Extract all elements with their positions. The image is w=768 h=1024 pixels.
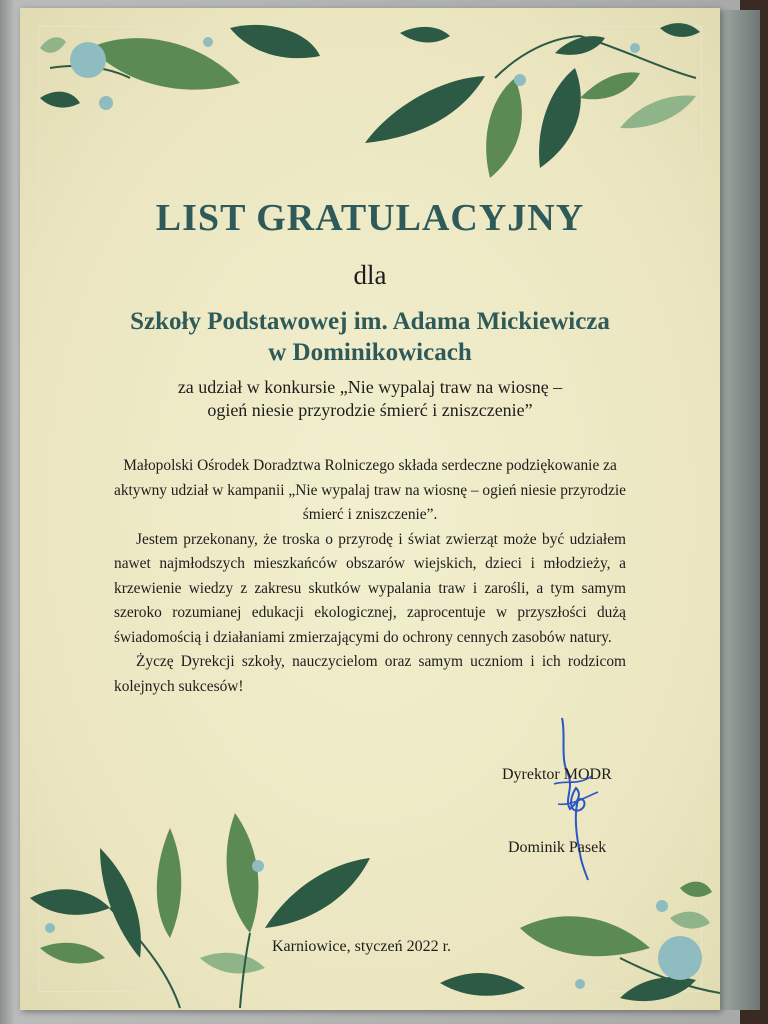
signatory-role: Dyrektor MODR bbox=[502, 766, 612, 783]
recipient-school bbox=[20, 306, 720, 368]
folder-edge bbox=[720, 10, 760, 1010]
paragraph-conviction: Jestem przekonany, że troska o przyrodę i świat zwierząt może być udziałem nawet najmłodszych mieszkańców obszarów wiejskich, dzieci i młodzieży, a krzewienie wiedzy z zakresu skutków wypalania traw i zarośli, a tym samym szeroko rozumianej edukacji ekologicznej, zaprocentuje w przyszłości dużą świadomością i działaniami zmierzającymi do ochrony cennych zasobów natury. bbox=[114, 530, 626, 646]
contest-line-2: ogień niesie przyrodzie śmierć i zniszczenie” bbox=[207, 400, 533, 420]
diploma-sheet bbox=[20, 8, 720, 1010]
letter-body bbox=[114, 454, 626, 699]
school-line-1: Szkoły Podstawowej im. Adama Mickiewicza bbox=[130, 308, 610, 335]
leaf-decoration-top bbox=[20, 8, 720, 208]
contest-line-1: za udział w konkursie „Nie wypalaj traw na wiosnę – bbox=[177, 377, 563, 397]
signatory-name: Dominik Pasek bbox=[508, 839, 607, 856]
for-word: dla bbox=[353, 260, 387, 290]
paragraph-wishes: Życzę Dyrekcji szkoły, nauczycielom oraz samym uczniom i ich rodzicom kolejnych sukcesów! bbox=[114, 653, 626, 695]
paragraph-thanks: Małopolski Ośrodek Doradztwa Rolniczego składa serdeczne podziękowanie za aktywny udział w kampanii „Nie wypalaj traw na wiosnę – ogień niesie przyrodzie śmierć i zniszczenie”. bbox=[114, 457, 627, 523]
page-title: LIST GRATULACYJNY bbox=[155, 197, 585, 239]
leaf-decoration-bottom bbox=[20, 808, 720, 1010]
place-and-date: Karniowice, styczeń 2022 r. bbox=[272, 938, 452, 955]
school-line-2: w Dominikowicach bbox=[268, 339, 472, 366]
contest-description bbox=[20, 376, 720, 422]
